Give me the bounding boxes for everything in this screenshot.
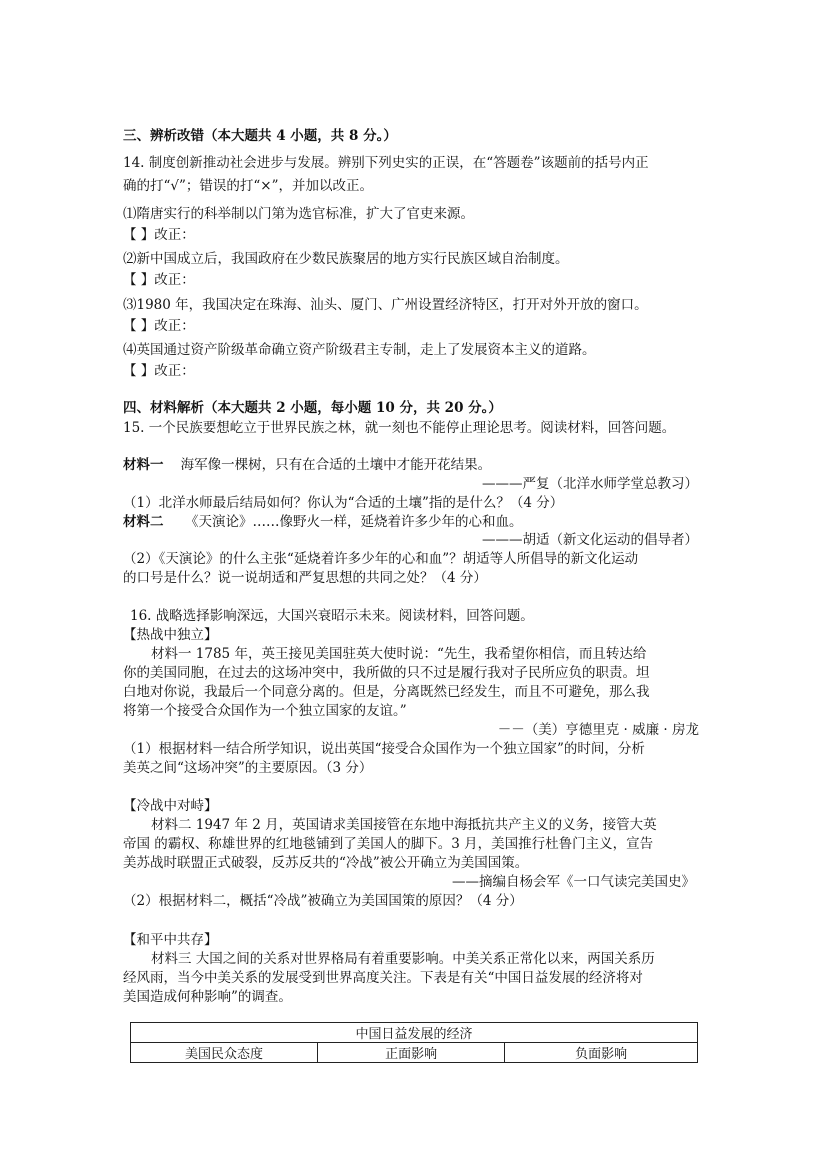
q14-item-3: ⑶1980 年，我国决定在珠海、汕头、厦门、广州设置经济特区，打开对外开放的窗口。 [123, 297, 648, 313]
table-row [131, 1023, 698, 1043]
table-row [131, 1043, 698, 1063]
material2-label: 材料二 [123, 514, 164, 530]
q14-line1: 14. 制度创新推动社会进步与发展。辨别下列史实的正误，在“答题卷”该题前的括号内正 [123, 155, 649, 171]
q14-item-2: ⑵新中国成立后，我国政府在少数民族聚居的地方实行民族区域自治制度。 [123, 251, 569, 267]
q16-material2-source: ——摘编自杨会军《一口气读完美国史》 [452, 874, 695, 890]
material1-label: 材料一 [123, 457, 164, 473]
q16-material1-source: －－（美）亨德里克 · 威廉 · 房龙 [497, 722, 699, 738]
q16-material3-line3: 美国造成何种影响”的调查。 [123, 989, 292, 1005]
material2-source: ———胡适（新文化运动的倡导者） [482, 532, 698, 548]
q14-item-3-fix: 【 】改正： [123, 318, 195, 334]
q16-question1-line2: 美英之间“这场冲突”的主要原因。（3 分） [123, 760, 373, 776]
q14-item-2-fix: 【 】改正： [123, 272, 195, 288]
q15-intro: 15. 一个民族要想屹立于世界民族之林，就一刻也不能停止理论思考。阅读材料，回答问题。 [123, 420, 676, 436]
heading-hot-war: 【热战中独立】 [123, 627, 218, 643]
q16-question2: （2）根据材料二，概括“冷战”被确立为美国国策的原因？（4 分） [123, 893, 523, 909]
q15-question2-line2: 的口号是什么？说一说胡适和严复思想的共同之处？（4 分） [123, 570, 487, 586]
table-title: 中国日益发展的经济 [131, 1023, 698, 1043]
section3-heading: 三、辨析改错（本大题共 4 小题，共 8 分。） [123, 128, 397, 144]
q15-material1 [123, 456, 491, 474]
q16-material1-line2: 你的美国同胞，在过去的这场冲突中，我所做的只不过是履行我对子民所应负的职责。坦 [123, 665, 650, 681]
section4-heading: 四、材料解析（本大题共 2 小题，每小题 10 分，共 20 分。） [123, 400, 502, 416]
survey-table [130, 1022, 698, 1063]
q16-material1-line3: 白地对你说，我最后一个同意分离的。但是，分离既然已经发生，而且不可避免，那么我 [123, 684, 650, 700]
q16-material1-line4: 将第一个接受合众国作为一个独立国家的友谊。” [123, 703, 407, 719]
q16-material3-line2: 经风雨，当今中美关系的发展受到世界高度关注。下表是有关“中国日益发展的经济将对 [123, 970, 643, 986]
q15-question1: （1）北洋水师最后结局如何？你认为“合适的土壤”指的是什么？（4 分） [123, 495, 564, 511]
q14-line2: 确的打“√”；错误的打“×”，并加以改正。 [123, 178, 374, 194]
q15-question2-line1: （2）《天演论》的什么主张“延烧着许多少年的心和血”？胡适等人所倡导的新文化运动 [123, 551, 639, 567]
q14-item-1: ⑴隋唐实行的科举制以门第为选官标准，扩大了官吏来源。 [123, 206, 474, 222]
material2-text: 《天演论》……像野火一样，延烧着许多少年的心和血。 [184, 514, 523, 530]
material1-text: 海军像一棵树，只有在合适的土壤中才能开花结果。 [180, 457, 492, 473]
table-header-attitude: 美国民众态度 [131, 1043, 318, 1063]
material1-source: ———严复（北洋水师学堂总教习） [482, 476, 698, 492]
q15-material2 [123, 513, 522, 531]
q14-item-1-fix: 【 】改正： [123, 227, 195, 243]
q16-material3-line1: 材料三 大国之间的关系对世界格局有着重要影响。中美关系正常化以来，两国关系历 [151, 951, 655, 967]
table-header-negative: 负面影响 [505, 1043, 698, 1063]
q16-question1-line1: （1）根据材料一结合所学知识，说出英国“接受合众国作为一个独立国家”的时间，分析 [123, 741, 645, 757]
q16-material2-line3: 美苏战时联盟正式破裂，反苏反共的“冷战”被公开确立为美国国策。 [123, 855, 529, 871]
q16-material2-line1: 材料二 1947 年 2 月，英国请求美国接管在东地中海抵抗共产主义的义务，接管大英 [151, 817, 657, 833]
q16-material1-line1: 材料一 1785 年，英王接见美国驻英大使时说：“先生，我希望你相信，而且转达给 [151, 646, 647, 662]
q16-material2-line2: 帝国 的霸权、称雄世界的红地毯铺到了美国人的脚下。3 月，美国推行杜鲁门主义，宣告 [123, 836, 654, 852]
table-header-positive: 正面影响 [318, 1043, 505, 1063]
heading-peace: 【和平中共存】 [123, 932, 218, 948]
q14-item-4-fix: 【 】改正： [123, 363, 195, 379]
heading-cold-war: 【冷战中对峙】 [123, 798, 218, 814]
q16-intro: 16. 战略选择影响深远，大国兴衰昭示未来。阅读材料，回答问题。 [130, 608, 534, 624]
q14-item-4: ⑷英国通过资产阶级革命确立资产阶级君主专制，走上了发展资本主义的道路。 [123, 342, 596, 358]
